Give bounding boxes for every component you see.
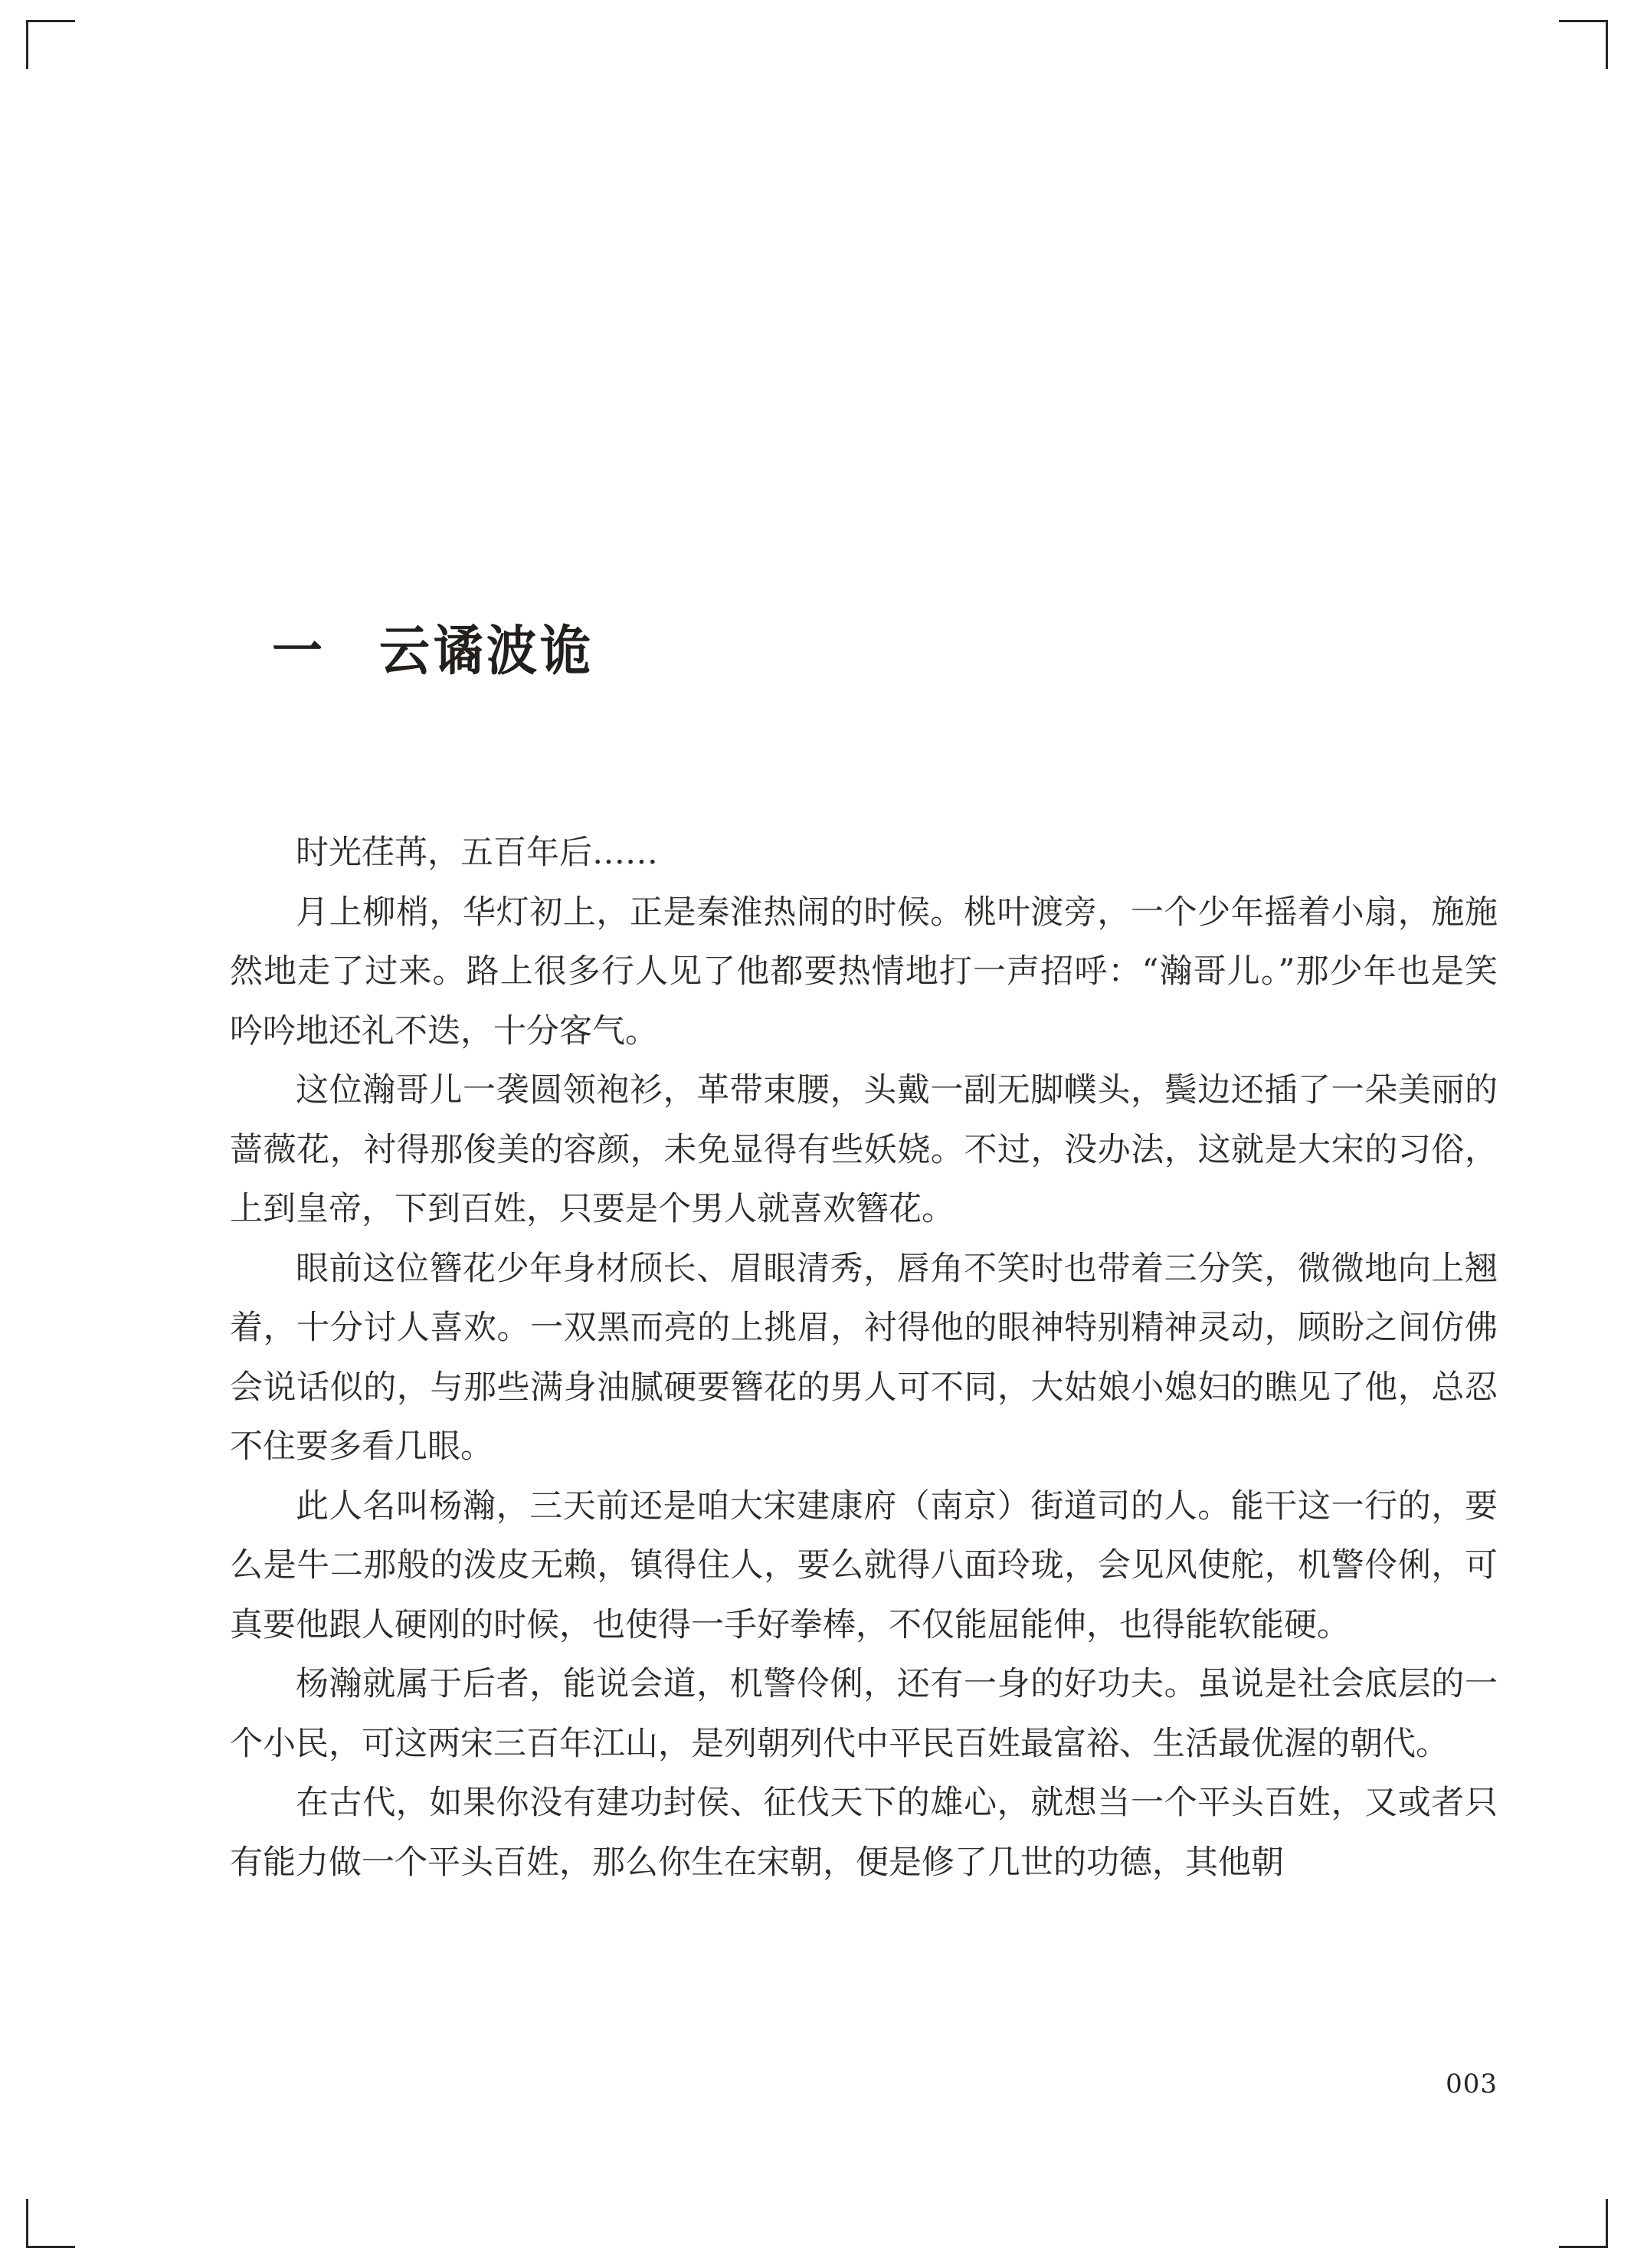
chapter-title: 一 云谲波诡 [272, 618, 594, 683]
crop-mark-bottom-right [1559, 2199, 1608, 2248]
crop-mark-top-left [26, 20, 75, 69]
paragraph: 此人名叫杨瀚，三天前还是咱大宋建康府（南京）街道司的人。能干这一行的，要么是牛二那般的泼皮无赖，镇得住人，要么就得八面玲珑，会见风使舵，机警伶俐，可真要他跟人硬刚的时候，也使得一手好拳棒，不仅能屈能伸，也得能软能硬。 [230, 1486, 1498, 1644]
paragraph: 月上柳梢，华灯初上，正是秦淮热闹的时候。桃叶渡旁，一个少年摇着小扇，施施然地走了过来。路上很多行人见了他都要热情地打一声招呼：“瀚哥儿。”那少年也是笑吟吟地还礼不迭，十分客气。 [230, 893, 1498, 1050]
crop-mark-top-right [1559, 20, 1608, 69]
paragraph: 杨瀚就属于后者，能说会道，机警伶俐，还有一身的好功夫。虽说是社会底层的一个小民，可这两宋三百年江山，是列朝列代中平民百姓最富裕、生活最优渥的朝代。 [230, 1665, 1498, 1763]
paragraph: 在古代，如果你没有建功封侯、征伐天下的雄心，就想当一个平头百姓，又或者只有能力做一个平头百姓，那么你生在宋朝，便是修了几世的功德，其他朝 [230, 1784, 1498, 1882]
body-text-block [230, 824, 1498, 1893]
paragraph: 这位瀚哥儿一袭圆领袍衫，革带束腰，头戴一副无脚幞头，鬓边还插了一朵美丽的蔷薇花，衬得那俊美的容颜，未免显得有些妖娆。不过，没办法，这就是大宋的习俗，上到皇帝，下到百姓，只要是个男人就喜欢簪花。 [230, 1071, 1498, 1228]
crop-mark-bottom-left [26, 2199, 75, 2248]
page-content-area [230, 0, 1498, 2268]
paragraph: 时光荏苒，五百年后…… [296, 834, 658, 872]
page-number: 003 [1446, 2069, 1498, 2099]
paragraph: 眼前这位簪花少年身材颀长、眉眼清秀，唇角不笑时也带着三分笑，微微地向上翘着，十分讨人喜欢。一双黑而亮的上挑眉，衬得他的眼神特别精神灵动，顾盼之间仿佛会说话似的，与那些满身油腻硬要簪花的男人可不同，大姑娘小媳妇的瞧见了他，总忍不住要多看几眼。 [230, 1249, 1498, 1466]
